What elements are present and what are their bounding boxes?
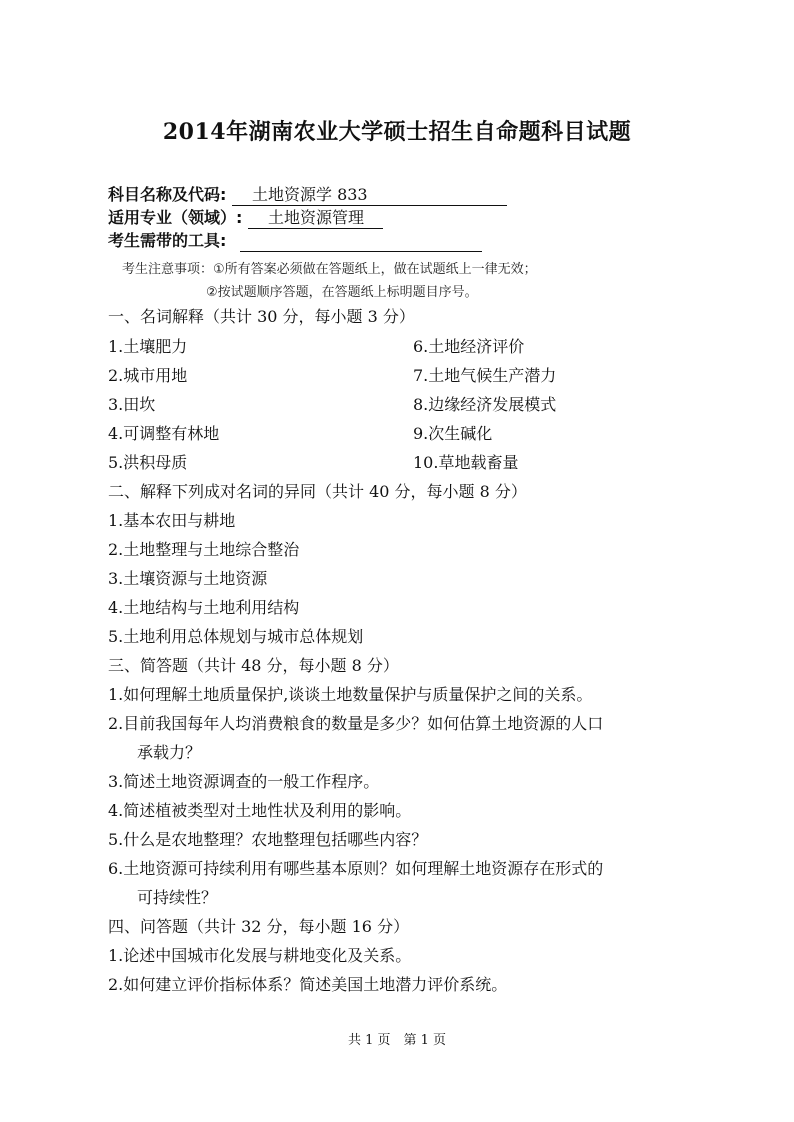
page-title: 2014年湖南农业大学硕士招生自命题科目试题 [162,119,632,145]
list-item: 2.城市用地 [108,366,188,385]
list-item: 4.土地结构与土地利用结构 [108,598,300,617]
list-item: 4.可调整有林地 [108,424,220,443]
page-footer: 共 1 页 第 1 页 [347,1033,447,1048]
list-item: 5.土地利用总体规划与城市总体规划 [108,627,364,646]
list-item: 6.土地经济评价 [413,337,525,356]
section-3-heading: 三、简答题（共计 48 分，每小题 8 分） [108,656,399,675]
list-item: 1.土壤肥力 [108,337,188,356]
list-item: 2.目前我国每年人均消费粮食的数量是多少？如何估算土地资源的人口 [108,714,604,733]
tools-label: 考生需带的工具: [108,231,227,250]
section-4-heading: 四、问答题（共计 32 分，每小题 16 分） [108,917,410,936]
list-item: 1.论述中国城市化发展与耕地变化及关系。 [108,946,412,965]
list-item: 7.土地气候生产潜力 [413,366,557,385]
section-2-heading: 二、解释下列成对名词的异同（共计 40 分，每小题 8 分） [108,482,527,501]
list-item: 5.洪积母质 [108,453,188,472]
major-row [108,207,383,229]
list-item: 3.田坎 [108,395,156,414]
list-item: 1.基本农田与耕地 [108,511,236,530]
list-item: 1.如何理解土地质量保护,谈谈土地数量保护与质量保护之间的关系。 [108,685,593,704]
list-item: 5.什么是农地整理？农地整理包括哪些内容？ [108,830,428,849]
subject-row [108,184,507,206]
major-label: 适用专业（领域）: [108,208,243,227]
list-item: 4.简述植被类型对土地性状及利用的影响。 [108,801,412,820]
notice-line-1: 考生注意事项：①所有答案必须做在答题纸上，做在试题纸上一律无效； [122,262,537,277]
tools-row [108,230,482,252]
list-item: 2.土地整理与土地综合整治 [108,540,300,559]
list-item: 3.简述土地资源调查的一般工作程序。 [108,772,380,791]
list-item-continuation: 承载力？ [137,743,202,762]
notice-line-2: ②按试题顺序答题，在答题纸上标明题目序号。 [206,285,478,300]
list-item: 8.边缘经济发展模式 [413,395,557,414]
list-item: 9.次生碱化 [413,424,493,443]
subject-value: 土地资源学 833 [232,185,507,206]
list-item: 3.土壤资源与土地资源 [108,569,268,588]
subject-label: 科目名称及代码: [108,185,227,204]
major-value: 土地资源管理 [248,208,383,229]
list-item: 10.草地载畜量 [413,453,519,472]
section-1-heading: 一、名词解释（共计 30 分，每小题 3 分） [108,307,415,326]
list-item: 6.土地资源可持续利用有哪些基本原则？如何理解土地资源存在形式的 [108,859,604,878]
list-item: 2.如何建立评价指标体系？简述美国土地潜力评价系统。 [108,975,508,994]
list-item-continuation: 可持续性？ [137,888,218,907]
tools-value [240,233,482,252]
